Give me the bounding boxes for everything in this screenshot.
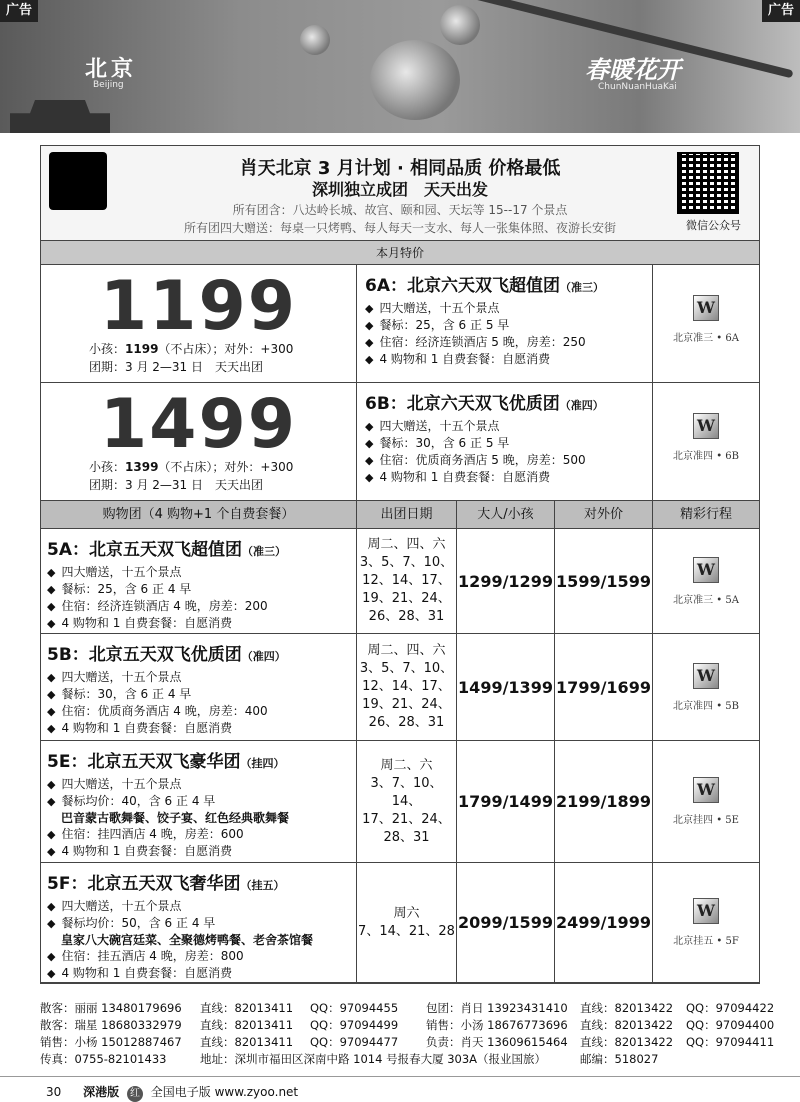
tour-bullet: ◆ 四大赠送，十五个景点 [47,776,350,793]
specials-section [41,265,759,501]
child-label: 小孩： [89,342,126,356]
table-row [41,529,759,634]
date-line: 周六 [393,905,420,921]
contact-item: QQ：97094477 [310,1035,399,1049]
tour-info [357,265,653,382]
website: 全国电子版 www.zyoo.net [150,1085,299,1099]
wechat-qr-code[interactable] [677,152,739,214]
date-line: 3、5、7、10、 [359,661,454,676]
date-line: 17、21、24、 [362,811,451,827]
tour-bullet: ◆ 四大赠送，十五个景点 [365,300,644,317]
contact-item: 散客：瑞星 18680332979 [40,1018,182,1032]
contact-item: 散客：丽丽 13480179696 [40,1001,182,1015]
meal-highlight: 巴音蒙古歌舞餐、饺子宴、红色经典歌舞餐 [61,811,290,825]
banner-left-title: 北京 [85,56,138,82]
departure-dates [357,863,457,982]
tour-bullet: ◆ 4 购物和 1 自费套餐：自愿消费 [47,720,350,737]
child-note: （不占床）；对外：+300 [158,460,294,474]
itinerary-cell [653,741,759,862]
tour-bullet: ◆ 餐标均价：50，含 6 正 4 早 [47,915,350,932]
tour-dates: 团期：3 月 2—31 日 天天出团 [89,360,263,374]
itinerary-label: 北京挂四 • 5E [673,815,739,826]
column-header: 大人/小孩 [457,501,555,528]
itinerary-label: 北京准四 • 5B [673,700,739,712]
special-row [41,265,759,383]
tour-bullet: ◆ 四大赠送，十五个景点 [47,669,350,686]
flower-decoration [440,5,480,45]
tour-bullet: ◆ 住宿：挂四酒店 4 晚，房差：600 [47,826,350,843]
special-row [41,383,759,501]
tour-bullet: ◆ 住宿：经济连锁酒店 5 晚，房差：250 [365,334,644,351]
flower-decoration [370,40,460,120]
tour-title [47,869,350,894]
tours-table [41,529,759,983]
itinerary-cell [653,529,759,633]
child-price-line [89,458,293,475]
tour-tag: （挂五） [240,879,285,892]
tour-title [47,535,350,560]
contact-item: QQ：97094422 [686,1001,775,1015]
contact-item: 包团：肖日 13923431410 [426,1001,568,1015]
tour-info [41,741,357,862]
itinerary-cell [653,634,759,740]
itinerary-label: 北京准四 • 6B [673,451,739,462]
tour-name: 5F：北京五天双飞奢华团 [47,874,241,894]
contact-footer [40,1000,775,1068]
word-doc-icon[interactable]: W [693,413,719,439]
departure-dates [357,634,457,740]
tour-bullet: ◆ 4 购物和 1 自费套餐：自愿消费 [365,469,644,486]
price-cell [41,265,357,382]
date-line: 3、7、10、14、 [370,775,443,809]
tour-tag: （挂四） [240,757,285,770]
ad-header [41,146,759,241]
date-line: 19、21、24、 [362,591,451,606]
tour-bullet: ◆ 餐标：30，含 6 正 4 早 [47,686,350,703]
date-line: 周二、四、六 [367,643,446,658]
contact-item: 直线：82013411 [200,1018,294,1032]
contact-row [40,1034,775,1051]
ad-label-left: 广告 [0,0,38,22]
contact-item: QQ：97094499 [310,1018,399,1032]
child-price: 1399 [125,460,159,474]
word-doc-icon[interactable]: W [693,295,719,321]
contact-item: QQ：97094411 [686,1035,775,1049]
tour-title [47,640,350,665]
outside-price: 2199/1899 [555,741,653,862]
tour-bullet: ◆ 四大赠送，十五个景点 [47,564,350,581]
departure-dates [357,529,457,633]
tour-name: 5B：北京五天双飞优质团 [47,645,242,665]
column-header: 对外价 [555,501,653,528]
column-header: 出团日期 [357,501,457,528]
tour-bullet: ◆ 餐标：25，含 6 正 5 早 [365,317,644,334]
contact-row [40,1017,775,1034]
tour-bullet: ◆ 4 购物和 1 自费套餐：自愿消费 [47,965,350,982]
table-row [41,634,759,741]
banner-left-subtitle: Beijing [93,80,124,90]
itinerary-label: 北京挂五 • 5F [673,936,739,947]
date-line: 7、14、21、28 [358,923,455,939]
tour-tag: （准三） [560,281,604,294]
contact-item: QQ：97094455 [310,1001,399,1015]
table-row [41,863,759,983]
adult-child-price: 1799/1499 [457,741,555,862]
departure-dates [357,741,457,862]
edition-badge: 红 [127,1086,143,1102]
contact-item: QQ：97094400 [686,1018,775,1032]
itinerary-cell [653,265,759,382]
table-row [41,741,759,863]
ad-title: 肖天北京 3 月计划 · 相同品质 价格最低 [239,158,561,179]
child-price-line [89,340,293,357]
date-line: 周二、四、六 [367,537,446,552]
page-footer [0,1076,800,1102]
table-header [41,501,759,529]
tour-info [41,863,357,982]
date-line: 12、14、17、 [362,573,451,588]
tour-title [47,747,350,772]
flower-decoration [300,25,330,55]
tour-dates: 团期：3 月 2—31 日 天天出团 [89,478,263,492]
itinerary-label: 北京准三 • 5A [673,594,739,606]
ad-label-right: 广告 [762,0,800,22]
tour-tag: （准四） [559,399,604,412]
ad-subtitle: 深圳独立成团 天天出发 [311,180,488,199]
tour-bullet: ◆ 住宿：经济连锁酒店 4 晚，房差：200 [47,598,350,615]
date-line: 26、28、31 [368,715,445,730]
word-doc-icon[interactable]: W [693,777,719,803]
tour-name: 6A：北京六天双飞超值团 [365,276,560,296]
date-line: 26、28、31 [368,609,445,624]
word-doc-icon[interactable]: W [693,557,719,583]
adult-child-price: 2099/1599 [457,863,555,982]
edition: 深港版 [83,1085,120,1099]
contact-item: 直线：82013411 [200,1035,294,1049]
date-line: 12、14、17、 [362,679,451,694]
special-price: 1499 [99,385,298,464]
special-bar: 本月特价 [41,241,759,265]
child-price: 1199 [125,342,159,356]
tour-name: 5A：北京五天双飞超值团 [47,540,242,560]
word-doc-icon[interactable]: W [693,898,719,924]
contact-item: 直线：82013422 [580,1018,674,1032]
adult-child-price: 1299/1299 [457,529,555,633]
column-header: 购物团（4 购物+1 个自费套餐） [41,501,357,528]
word-doc-icon[interactable]: W [693,663,719,689]
special-price: 1199 [99,267,298,346]
banner-right-subtitle: ChunNuanHuaKai [598,82,677,92]
date-line: 19、21、24、 [362,697,451,712]
tour-name: 6B：北京六天双飞优质团 [365,394,560,414]
contact-item: 直线：82013411 [200,1001,294,1015]
tour-bullet: ◆ 餐标均价：40，含 6 正 4 早 [47,793,350,810]
contact-item: 负责：肖天 13609615464 [426,1035,568,1049]
ad-frame [40,145,760,984]
outside-price: 1799/1699 [555,634,653,740]
tour-title [365,389,644,414]
contact-item: 销售：小杨 15012887467 [40,1035,182,1049]
itinerary-cell [653,383,759,500]
ad-gifts: 所有团四大赠送：每桌一只烤鸭、每人每天一支水、每人一张集体照、夜游长安街 [183,221,616,235]
outside-price: 1599/1599 [555,529,653,633]
qr-label: 微信公众号 [686,219,741,232]
tour-bullet: ◆ 4 购物和 1 自费套餐：自愿消费 [47,615,350,632]
outside-price: 2499/1999 [555,863,653,982]
tour-title [365,271,644,296]
contact-row [40,1000,775,1017]
banner [0,0,800,133]
date-line: 3、5、7、10、 [359,555,454,570]
tour-bullet: ◆ 住宿：挂五酒店 4 晚，房差：800 [47,948,350,965]
address: 地址：深圳市福田区深南中路 1014 号报春大厦 303A（报业国旅） [200,1052,547,1066]
tour-bullet: ◆ 餐标：25，含 6 正 4 早 [47,581,350,598]
tour-tag: （准三） [242,545,286,558]
tour-info [41,634,357,740]
fax: 传真：0755-82101433 [40,1052,167,1066]
page-number: 30 [46,1085,62,1099]
tour-bullet: ◆ 四大赠送，十五个景点 [47,898,350,915]
contact-item: 直线：82013422 [580,1001,674,1015]
itinerary-label: 北京准三 • 6A [673,333,739,344]
tour-tag: （准四） [241,650,286,663]
tour-bullet: ◆ 住宿：优质商务酒店 5 晚，房差：500 [365,452,644,469]
tiananmen-silhouette [10,100,110,133]
tour-info [357,383,653,500]
child-label: 小孩： [89,460,126,474]
tour-bullet: ◆ 住宿：优质商务酒店 4 晚，房差：400 [47,703,350,720]
tour-info [41,529,357,633]
date-line: 周二、六 [380,757,433,773]
contact-item: 销售：小汤 18676773696 [426,1018,568,1032]
tour-bullet: ◆ 4 购物和 1 自费套餐：自愿消费 [47,843,350,860]
tour-bullet: ◆ 4 购物和 1 自费套餐：自愿消费 [365,351,644,368]
meal-highlight: 皇家八大碗宫廷菜、全聚德烤鸭餐、老舍茶馆餐 [61,933,314,947]
column-header: 精彩行程 [679,507,732,522]
tour-name: 5E：北京五天双飞豪华团 [47,752,241,772]
tour-bullet: ◆ 四大赠送，十五个景点 [365,418,644,435]
banner-right-title: 春暖花开 [585,55,681,84]
itinerary-cell [653,863,759,982]
price-cell [41,383,357,500]
tour-bullet: ◆ 餐标：30，含 6 正 5 早 [365,435,644,452]
ad-includes: 所有团含：八达岭长城、故宫、颐和园、天坛等 15--17 个景点 [232,203,568,217]
child-note: （不占床）；对外：+300 [158,342,294,356]
adult-child-price: 1499/1399 [457,634,555,740]
date-line: 28、31 [383,829,430,845]
contact-item: 直线：82013422 [580,1035,674,1049]
postcode: 邮编：518027 [580,1052,659,1066]
